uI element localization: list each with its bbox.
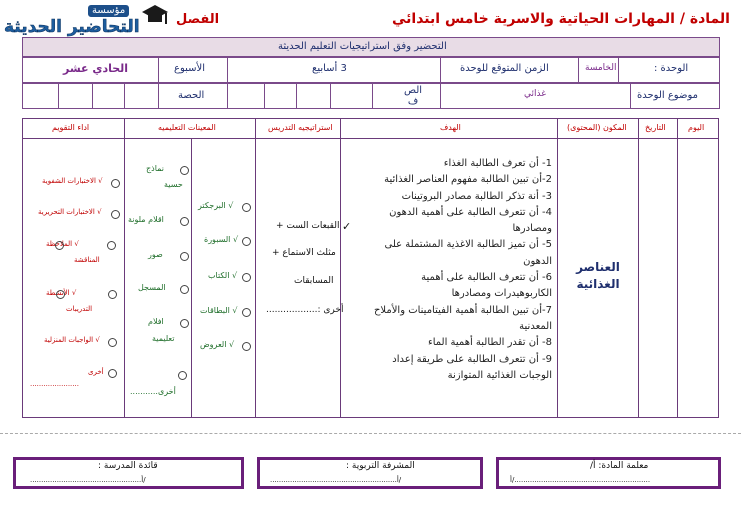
- strategy-listening-triangle: مثلث الاستماع +: [272, 248, 336, 258]
- assess-exercises: التدريبات: [66, 305, 93, 313]
- col-content: المكون (المحتوى): [567, 123, 627, 132]
- aid-films: افلام: [148, 317, 164, 326]
- aid-checkbox[interactable]: [180, 252, 189, 261]
- objective-line: 2-أن تبين الطالبة مفهوم العناصر الغذائية: [384, 174, 552, 186]
- aid-checkbox[interactable]: [180, 319, 189, 328]
- strategy-six-hats: القبعات الست +: [276, 221, 340, 231]
- aid-presentations: √ العروض: [200, 340, 235, 349]
- separator: [0, 433, 741, 434]
- assess-written: √ الاختبارات التحريرية: [38, 208, 102, 216]
- aid-models-2: حسية: [164, 180, 183, 189]
- week-value: الحادي عشر: [63, 62, 129, 75]
- assess-homework: √ الواجبات المنزلية: [44, 336, 100, 344]
- objective-line: 6- أن تتعرف الطالبة على أهمية: [421, 272, 552, 284]
- logo: [0, 0, 178, 42]
- check-icon: ✓: [342, 220, 352, 233]
- content-value: العناصر الغذائية: [576, 260, 620, 291]
- objective-line: الدهون: [523, 255, 552, 267]
- aid-recorder: المسجل: [138, 283, 166, 292]
- period-label: الحصة: [178, 90, 205, 101]
- subject-title: المادة / المهارات الحياتية والاسرية خامس ابتدائي: [392, 11, 730, 27]
- assess-checkbox[interactable]: [56, 290, 65, 299]
- objective-line: 9- أن تتعرف الطالبة على طريقة إعداد: [392, 353, 552, 365]
- assess-discussion: المناقشة: [74, 256, 100, 264]
- assess-checkbox[interactable]: [108, 338, 117, 347]
- principal-line: ..................................................أ/: [30, 476, 146, 484]
- expected-time-label: الزمن المتوقع للوحدة: [460, 63, 549, 74]
- topic-label: موضوع الوحدة: [637, 90, 698, 101]
- class-label: الص ف: [403, 85, 423, 107]
- objective-line: ومصادرها: [512, 223, 552, 235]
- objective-line: الكاربوهيدرات ومصادرها: [451, 288, 552, 300]
- principal-label: قائدة المدرسة :: [98, 461, 158, 471]
- aid-checkbox[interactable]: [242, 273, 251, 282]
- aid-checkbox[interactable]: [180, 285, 189, 294]
- assess-checkbox[interactable]: [111, 210, 120, 219]
- logo-top-text: مؤسسة: [88, 5, 129, 17]
- assess-other-line: ......................: [30, 380, 79, 388]
- col-strategy: استراتيجيه التدريس: [268, 123, 333, 132]
- aid-checkbox[interactable]: [242, 237, 251, 246]
- aid-films-2: تعليمية: [152, 334, 175, 343]
- aid-other: أخرى...........: [130, 387, 176, 396]
- aid-projector: √ البرجكتر: [198, 201, 234, 210]
- objective-line: 7-أن تبين الطالبة أهمية الفيتامينات والأملاح: [373, 304, 552, 316]
- strategy-competitions: المسابقات: [294, 276, 334, 286]
- objective-line: 1- أن تعرف الطالبة الغذاء: [443, 158, 552, 169]
- info-row-2: [22, 83, 720, 109]
- aid-models: نماذج: [146, 164, 165, 173]
- aid-book: √ الكتاب: [208, 271, 238, 280]
- assess-checkbox[interactable]: [108, 369, 117, 378]
- col-aids: المعينات التعليميه: [158, 123, 216, 132]
- objective-line: المعدنية: [519, 320, 552, 332]
- aid-checkbox[interactable]: [178, 371, 187, 380]
- assess-observation: √ الملاحظة: [46, 240, 79, 248]
- assess-checkbox[interactable]: [111, 179, 120, 188]
- logo-main-text: التحاضير الحديثة: [4, 17, 140, 37]
- supervisor-label: المشرفة التربوية :: [346, 461, 415, 471]
- assess-activities: √ الأنشطة: [46, 289, 77, 297]
- aid-checkbox[interactable]: [180, 166, 189, 175]
- week-label: الأسبوع: [174, 63, 206, 74]
- mortarboard-icon: [140, 2, 170, 28]
- aid-checkbox[interactable]: [242, 308, 251, 317]
- aid-checkbox[interactable]: [180, 217, 189, 226]
- unit-label: الوحدة :: [654, 63, 689, 74]
- aid-checkbox[interactable]: [242, 203, 251, 212]
- objectives-list: [346, 156, 552, 384]
- band-title: التحضير وفق استراتيجيات التعليم الحديثة: [278, 41, 447, 52]
- objective-line: الوجبات الغذائية المتوازنة: [447, 369, 552, 381]
- unit-value: الخامسة: [585, 63, 617, 73]
- supervisor-line: .........................................................أ/: [270, 476, 402, 484]
- objective-line: 8- أن تقدر الطالبة أهمية الماء: [428, 337, 552, 349]
- aid-cards: √ البطاقات: [200, 306, 238, 315]
- objective-line: 4- أن تتعرف الطالبة على أهمية الدهون: [389, 206, 552, 218]
- col-assessment: اداء التقويم: [52, 123, 90, 132]
- assess-oral: √ الاختبارات الشفوية: [42, 177, 103, 185]
- topic-value: غذائي: [524, 89, 546, 99]
- aid-colored-pens: اقلام ملونة: [128, 215, 164, 224]
- teacher-label: معلمة المادة: أ/: [590, 461, 649, 471]
- objective-line: 3- أنة تذكر الطالبة مصادر البروتينات: [401, 190, 552, 202]
- semester-label: الفصل: [176, 12, 220, 27]
- assess-other: أخرى: [88, 368, 104, 376]
- aid-pictures: صور: [148, 250, 163, 259]
- expected-time-value: 3 أسابيع: [312, 63, 347, 74]
- assess-checkbox[interactable]: [108, 290, 117, 299]
- teacher-line: أ/.............................................................: [510, 476, 651, 484]
- col-day: اليوم: [688, 123, 705, 132]
- aid-checkbox[interactable]: [242, 342, 251, 351]
- col-objective: الهدف: [440, 123, 461, 132]
- aid-board: √ السبورة: [204, 235, 239, 244]
- strategy-other: أخرى :..................: [266, 305, 344, 315]
- assess-checkbox[interactable]: [107, 241, 116, 250]
- col-date: التاريخ: [645, 123, 666, 132]
- objective-line: 5- أن تميز الطالبة الاغذية المشتملة على: [384, 239, 552, 251]
- assess-checkbox[interactable]: [55, 241, 64, 250]
